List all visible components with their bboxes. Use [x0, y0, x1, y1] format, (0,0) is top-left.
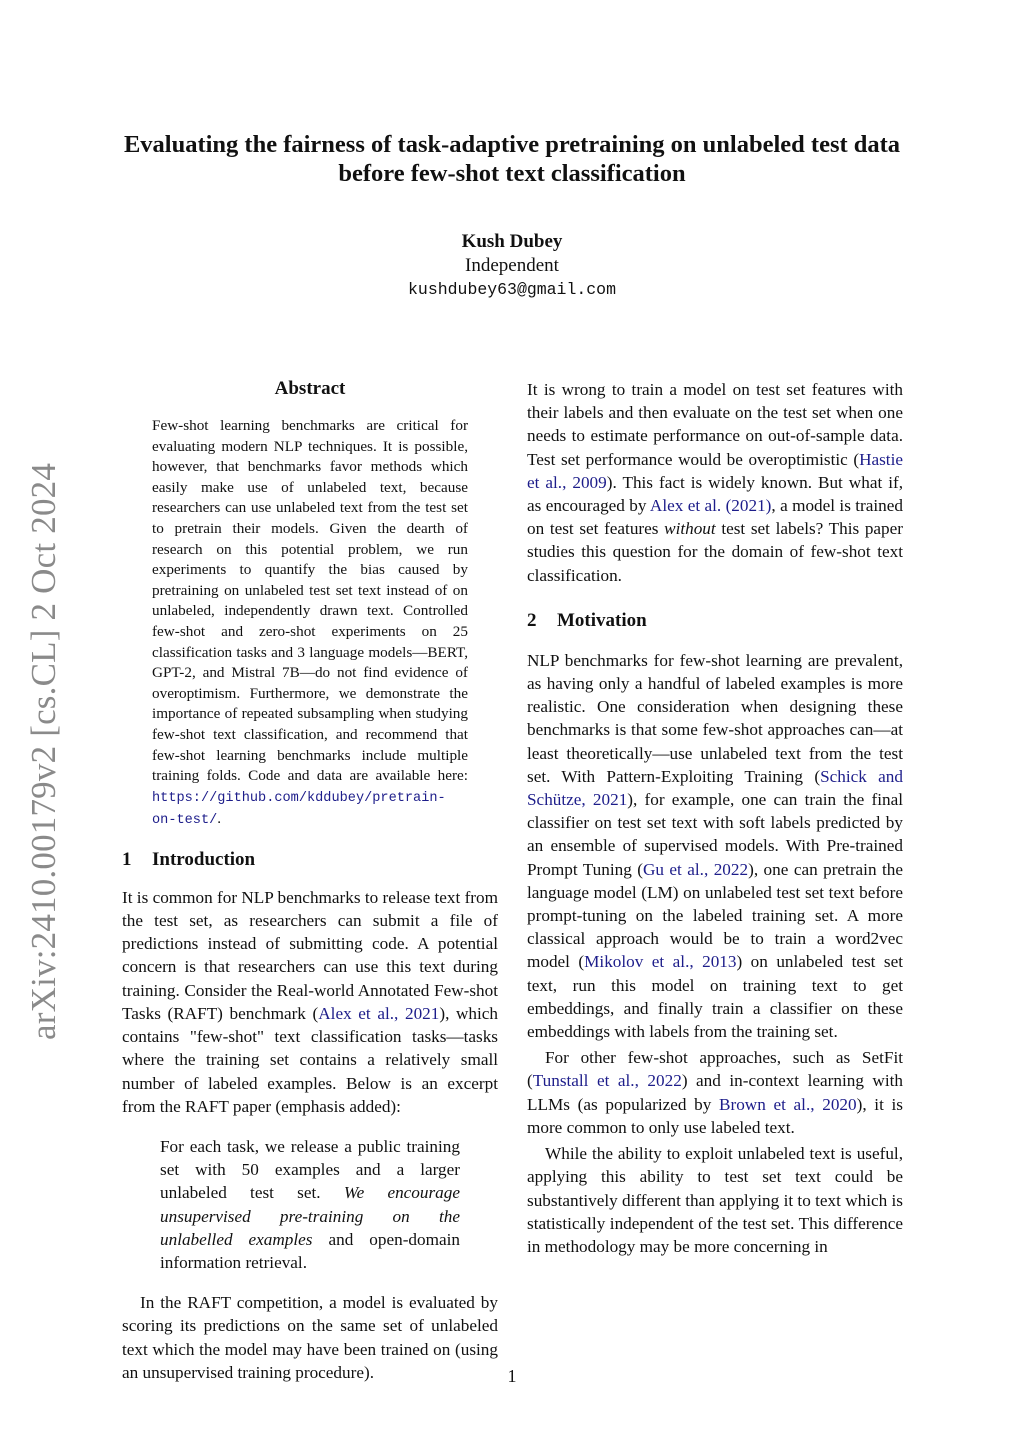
motivation-paragraph-1	[527, 649, 903, 1043]
section-number: 1	[122, 848, 132, 870]
citation-link[interactable]: Mikolov et al., 2013	[584, 952, 737, 972]
text-run: ), one can pretrain the language model (LM) on unlabeled test set text before prompt-tuning on the labeled training set. A more classical approach would be to train a word2vec model (	[527, 859, 903, 972]
citation-link[interactable]: Schick and Schütze, 2021	[527, 766, 903, 810]
section-heading-motivation	[527, 609, 903, 633]
text-run: test set labels? This paper studies this question for the domain of few-shot text classification.	[527, 519, 903, 585]
emphasis-text: We encourage unsupervised pre-training on the unlabelled examples	[160, 1183, 460, 1249]
intro-paragraph-3-cont	[527, 378, 903, 587]
text-run: It is common for NLP benchmarks to release text from the test set, as researchers can submit a file of predictions instead of submitting code. A potential concern is that researchers can use this text during training. Consider the Real-world Annotated Few-shot Tasks (RAFT) benchmark (	[122, 887, 498, 1023]
right-column	[527, 376, 903, 1258]
text-run: ) on unlabeled test set text, run this model on training text to get embeddings, and finally train a classifier on these embeddings with labels from the training set.	[527, 952, 903, 1042]
citation-link[interactable]: Brown et al., 2020	[719, 1094, 857, 1114]
abstract-heading: Abstract	[274, 378, 346, 399]
text-run: ), it is more common to only use labeled text.	[527, 1094, 903, 1137]
text-run: , a model is trained on test set features	[527, 496, 903, 539]
abstract-body: Few-shot learning benchmarks are critical for evaluating modern NLP techniques. It is possible, however, that benchmarks favor methods which easily make use of unlabeled text, because researchers can use unlabeled text from the test set to pretrain their models. Given the dearth of research on this potential problem, we run experiments to quantify the bias caused by pretraining on unlabeled test set text instead of on unlabeled, independently drawn text. Controlled few-shot and zero-shot experiments on 25 classification tasks and 3 language models—BERT, GPT-2, and Mistral 7B—do not find evidence of overoptimism. Furthermore, we demonstrate the importance of repeated subsampling when studying few-shot text classification, and recommend that few-shot learning benchmarks include multiple training folds. Code and data are available here:	[152, 417, 468, 785]
emphasis-text: without	[664, 519, 716, 539]
text-run: ), which contains "few-shot" text classification tasks—tasks where the training set contains a relatively small number of labeled examples. Below is an excerpt from the RAFT paper (emphasis added):	[122, 1003, 499, 1116]
abstract-text	[152, 416, 468, 832]
text-run: For each task, we release a public training set with 50 examples and a larger unlabeled test set.	[160, 1136, 460, 1203]
page-number: 1	[507, 1366, 517, 1386]
text-run: It is wrong to train a model on test set features with their labels and then evaluate on the test set when one needs to estimate performance on out-of-sample data. Test set performance would be overoptimistic (	[527, 380, 903, 469]
text-run: NLP benchmarks for few-shot learning are prevalent, as having only a handful of labeled examples is more realistic. One consideration when designing these benchmarks is that some few-shot approaches can—at least theoretically—use unlabeled text from the test set. With Pattern-Exploiting Training (	[527, 650, 903, 786]
author-block	[262, 230, 762, 302]
paper-title: Evaluating the fairness of task-adaptive pretraining on unlabeled test data before few-shot text classification	[123, 131, 901, 187]
code-link[interactable]: https://github.com/kddubey/pretrain-on-test/	[152, 790, 446, 829]
intro-paragraph-2: In the RAFT competition, a model is evaluated by scoring its predictions on the same set of unlabeled text which the model may have been trained on (using an unsupervised training procedure).	[122, 1293, 498, 1382]
citation-link[interactable]: Alex et al., 2021	[318, 1003, 440, 1023]
citation-link[interactable]: Alex et al. (2021)	[649, 496, 772, 516]
intro-paragraph-1	[122, 886, 498, 1118]
left-column	[122, 376, 498, 1384]
author-affiliation: Independent	[465, 255, 559, 276]
section-heading-introduction	[122, 848, 498, 872]
author-email[interactable]: kushdubey63@gmail.com	[408, 280, 616, 299]
section-number: 2	[527, 609, 537, 631]
text-run: ). This fact is widely known. But what if, as encouraged by	[527, 472, 904, 516]
abstract-end: .	[217, 810, 222, 828]
motivation-paragraph-3: While the ability to exploit unlabeled text is useful, applying this ability to test set text could be substantively different than applying it to text which is statistically independent of the test set. This difference in methodology may be more concerning in	[527, 1144, 903, 1256]
raft-quote	[160, 1135, 460, 1274]
citation-link[interactable]: Gu et al., 2022	[642, 859, 749, 879]
citation-link[interactable]: Tunstall et al., 2022	[532, 1071, 682, 1091]
citation-link[interactable]: Hastie et al., 2009	[527, 449, 903, 492]
section-title: Motivation	[557, 609, 647, 631]
text-run: ), for example, one can train the final classifier on test set text with soft labels predicted by an ensemble of supervised models. With Pre-trained Prompt Tuning (	[527, 790, 903, 879]
section-title: Introduction	[152, 848, 256, 870]
motivation-paragraph-2	[527, 1046, 903, 1139]
text-run: and open-domain information retrieval.	[160, 1229, 460, 1272]
text-run: For other few-shot approaches, such as SetFit (	[527, 1048, 903, 1091]
text-run: ) and in-context learning with LLMs (as popularized by	[527, 1071, 903, 1114]
arxiv-watermark: arXiv:2410.00179v2 [cs.CL] 2 Oct 2024	[24, 462, 63, 1040]
author-name: Kush Dubey	[461, 231, 563, 252]
